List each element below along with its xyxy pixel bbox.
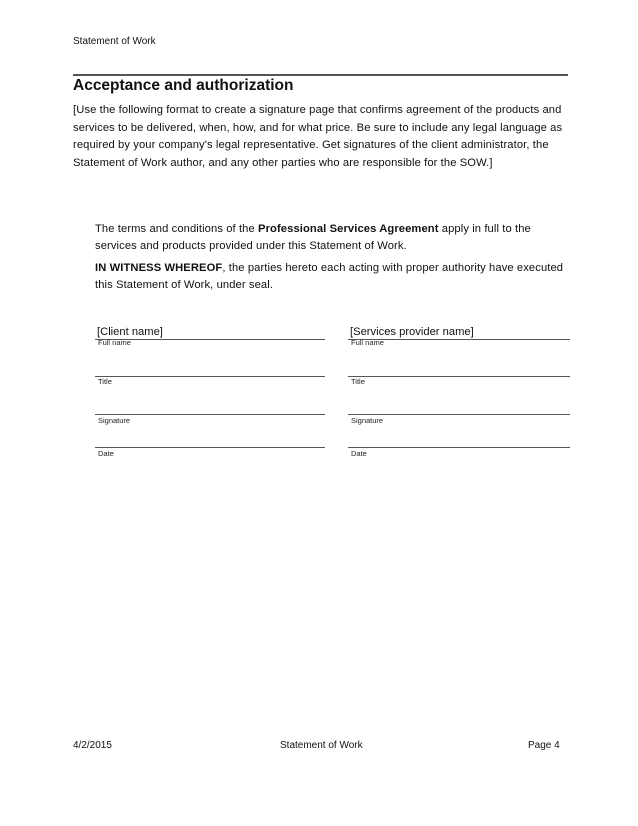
terms-text-pre: The terms and conditions of the [95, 223, 259, 235]
provider-title-line [348, 376, 570, 377]
provider-signature-label: Signature [351, 416, 384, 425]
client-full-name-label: Full name [98, 338, 131, 347]
client-date-label: Date [98, 449, 114, 458]
witness-text: , the parties hereto each acting with proper authority have executed this Statement of Work, under seal. [95, 262, 564, 291]
terms-paragraph [95, 221, 575, 254]
footer-date: 4/2/2015 [73, 740, 112, 751]
client-signature-line [95, 414, 325, 415]
provider-name: [Services provider name] [350, 326, 474, 338]
witness-paragraph [95, 260, 575, 293]
provider-full-name-label: Full name [351, 338, 384, 347]
client-name: [Client name] [97, 326, 163, 338]
client-title-label: Title [98, 377, 112, 386]
provider-signature-block [348, 322, 570, 462]
provider-date-line [348, 447, 570, 448]
provider-title-label: Title [351, 377, 365, 386]
client-title-line [95, 376, 325, 377]
page-header: Statement of Work [73, 36, 156, 47]
instructions-text: [Use the following format to create a signature page that confirms agreement of the products and services to be delivered, when, how, and for what price. Be sure to include any legal language as required by your company's legal representative. Get signatures of the client administrator, the Statement of Work author, and any other parties who are responsible for the SOW.] [73, 104, 563, 169]
terms-text-post: apply in full to the services and products provided under this Statement of Work. [95, 223, 531, 252]
title-rule [73, 74, 568, 76]
provider-date-label: Date [351, 449, 367, 458]
client-signature-label: Signature [98, 416, 131, 425]
section-title: Acceptance and authorization [73, 77, 294, 94]
witness-heading: IN WITNESS WHEREOF [95, 262, 223, 274]
agreement-name: Professional Services Agreement [258, 223, 439, 235]
client-date-line [95, 447, 325, 448]
footer-title: Statement of Work [280, 740, 363, 751]
client-signature-block [95, 322, 325, 462]
footer-page-number: Page 4 [528, 740, 560, 751]
provider-signature-line [348, 414, 570, 415]
